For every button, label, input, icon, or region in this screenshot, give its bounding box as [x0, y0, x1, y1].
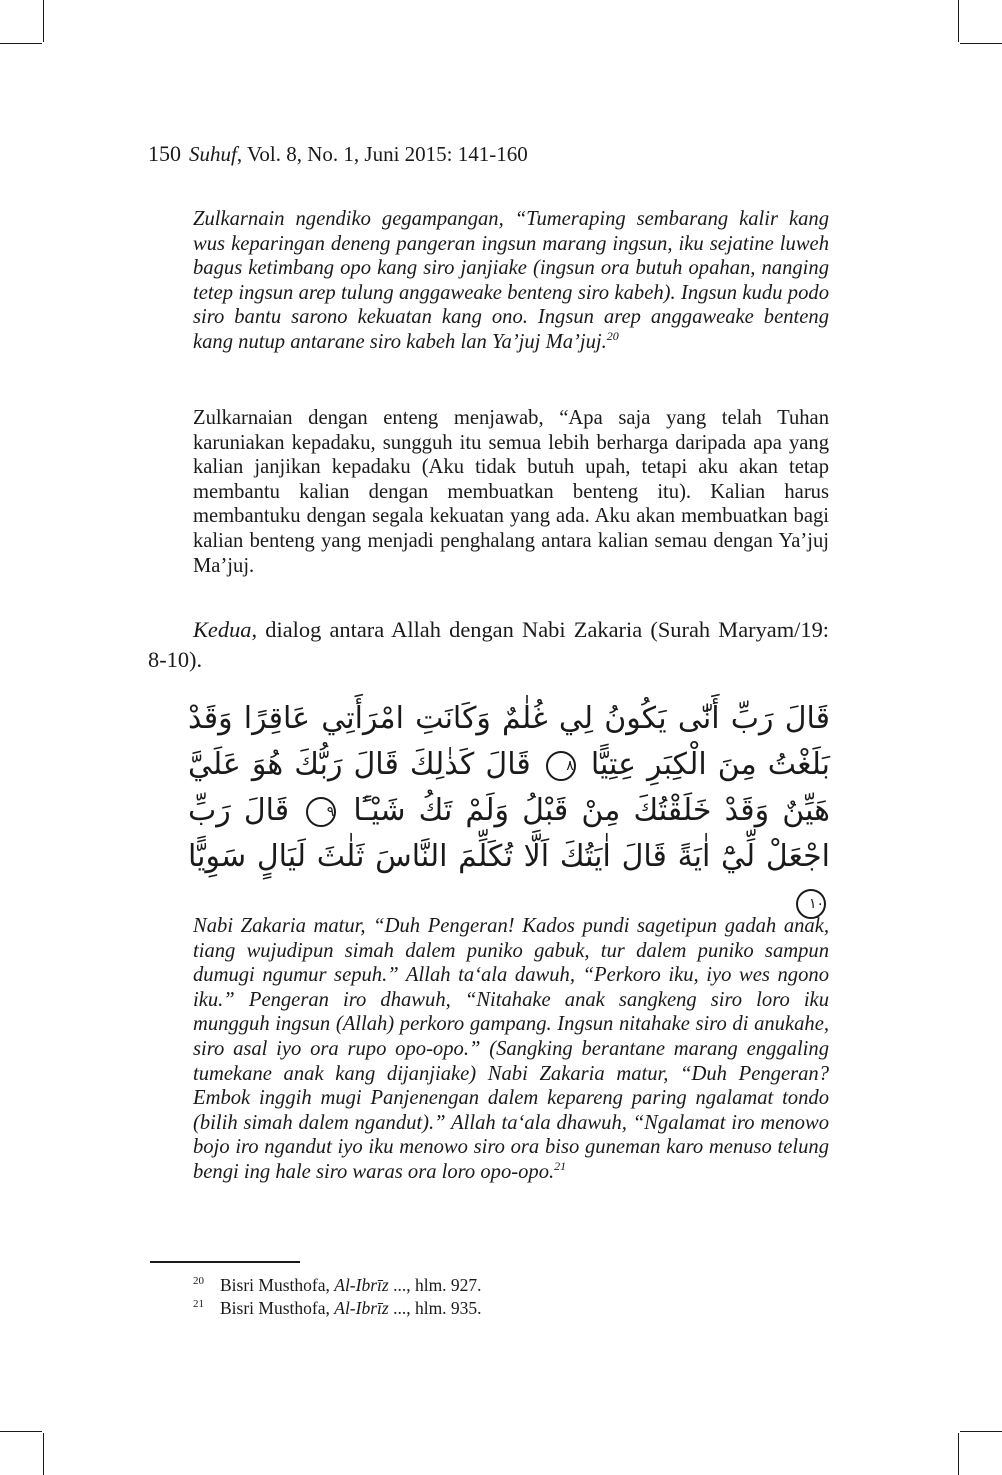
lead-paragraph: [148, 615, 829, 675]
indonesian-translation-1: [193, 406, 829, 578]
javanese-quote-1-text: Zulkarnain ngendiko gegampangan, “Tumeraping sembarang kalir kang wus keparingan deneng pangeran ingsun marang ingsun, iku sejatine luweh bagus ketimbang opo kang siro janjiake (ingsun ora butuh opahan, nanging tetep ingsun arep tulung anggaweake benteng siro kabeh). Ingsun kudu podo siro bantu sarono kekuatan kang ono. Ingsun arep anggaweake benteng kang nutup antarane siro kabeh lan Ya’juj Ma’juj.: [193, 208, 829, 353]
footnote-number: 20: [193, 1275, 204, 1287]
lead-text: , dialog antara Allah dengan Nabi Zakaria (Surah Maryam/19: 8-10).: [148, 617, 829, 672]
crop-mark-top-left-horizontal: [0, 43, 42, 44]
javanese-quote-2: [193, 914, 829, 1185]
footnote-rest: ..., hlm. 927.: [388, 1275, 482, 1295]
running-head: [148, 141, 528, 167]
crop-mark-bottom-left-horizontal: [0, 1431, 42, 1432]
footnote-rest: ..., hlm. 935.: [388, 1298, 482, 1318]
indonesian-translation-1-text: Zulkarnaian dengan enteng menjawab, “Apa saja yang telah Tuhan karuniakan kepadaku, sungguh itu semua lebih berharga daripada apa yang kalian janjikan kepadaku (Aku tidak butuh upah, tetapi aku akan tetap membantu kalian dengan membuatkan benteng itu). Kalian harus membantuku dengan segala kekuatan yang ada. Aku akan membuatkan bagi kalian benteng yang menjadi penghalang antara kalian semau dengan Ya’juj Ma’juj.: [193, 407, 829, 577]
footnote-separator: [150, 1261, 300, 1263]
verse-10-text: قَالَ رَبِّ اجْعَلْ لِّيْٓ اٰيَةً قَالَ اٰيَتُكَ اَلَّا تُكَلِّمَ النَّاسَ ثَلٰثَ لَيَالٍ سَوِيًّا: [188, 793, 830, 874]
footnote-author: Bisri Musthofa,: [220, 1275, 335, 1295]
ayah-marker-9: ٩: [306, 797, 336, 827]
crop-mark-top-left-vertical: [43, 0, 44, 42]
arabic-verses: [188, 696, 830, 926]
crop-mark-bottom-right-horizontal: [960, 1431, 1002, 1432]
crop-mark-bottom-right-vertical: [958, 1433, 959, 1475]
footnote-21: [193, 1293, 482, 1319]
crop-mark-top-right-horizontal: [960, 43, 1002, 44]
verse-9-text: قَالَ كَذٰلِكَ قَالَ رَبُّكَ هُوَ عَلَيَّ هَيِّنٌ وَقَدْ خَلَقْتُكَ مِنْ قَبْلُ وَلَمْ تَكُ شَيْـًٔا: [188, 747, 830, 828]
ayah-marker-8: ٨: [546, 751, 576, 781]
crop-mark-bottom-left-vertical: [43, 1433, 44, 1475]
ayah-marker-10: ١٠: [796, 889, 826, 919]
footnote-title: Al-Ibrīz: [334, 1275, 389, 1295]
javanese-quote-1: [193, 207, 829, 355]
crop-mark-top-right-vertical: [958, 0, 959, 42]
lead-emphasis: Kedua: [193, 617, 252, 642]
verse-8-text: قَالَ رَبِّ أَنّٰى يَكُونُ لِي غُلٰمٌ وَكَانَتِ امْرَأَتِي عَاقِرًا وَقَدْ بَلَغْتُ مِنَ الْكِبَرِ عِتِيًّا: [188, 701, 830, 782]
journal-issue: , Vol. 8, No. 1, Juni 2015: 141-160: [236, 142, 528, 166]
javanese-quote-2-text: Nabi Zakaria matur, “Duh Pengeran! Kados pundi sagetipun gadah anak, tiang wujudipun simah dalem puniko gabuk, tur dalem puniko sampun dumugi ngumur sepuh.” Allah ta‘ala dawuh, “Perkoro iku, iyo wes ngono iku.” Pengeran iro dhawuh, “Nitahake anak sangkeng siro loro iku mungguh ingsun (Allah) perkoro gampang. Ingsun nitahake siro di anukahe, siro asal iyo ora rupo opo-opo.” (Sangking berantane marang enggaling tumekane anak kang dijanjiake) Nabi Zakaria matur, “Duh Pengeran? Embok inggih mugi Panjenengan dalem kepareng paring ngalamat tondo (bilih simah dalem ngandut).” Allah ta‘ala dhawuh, “Ngalamat iro menowo bojo iro ngandut iyo iku menowo siro ora biso guneman karo menuso telung bengi ing hale siro waras ora loro opo-opo.: [193, 915, 829, 1183]
footnote-number: 21: [193, 1298, 204, 1310]
footnote-ref-20[interactable]: 20: [606, 328, 619, 343]
footnote-ref-21[interactable]: 21: [554, 1158, 567, 1173]
journal-name: Suhuf: [189, 142, 237, 166]
footnote-author: Bisri Musthofa,: [220, 1298, 335, 1318]
footnote-title: Al-Ibrīz: [334, 1298, 389, 1318]
page-number: 150: [148, 141, 181, 166]
